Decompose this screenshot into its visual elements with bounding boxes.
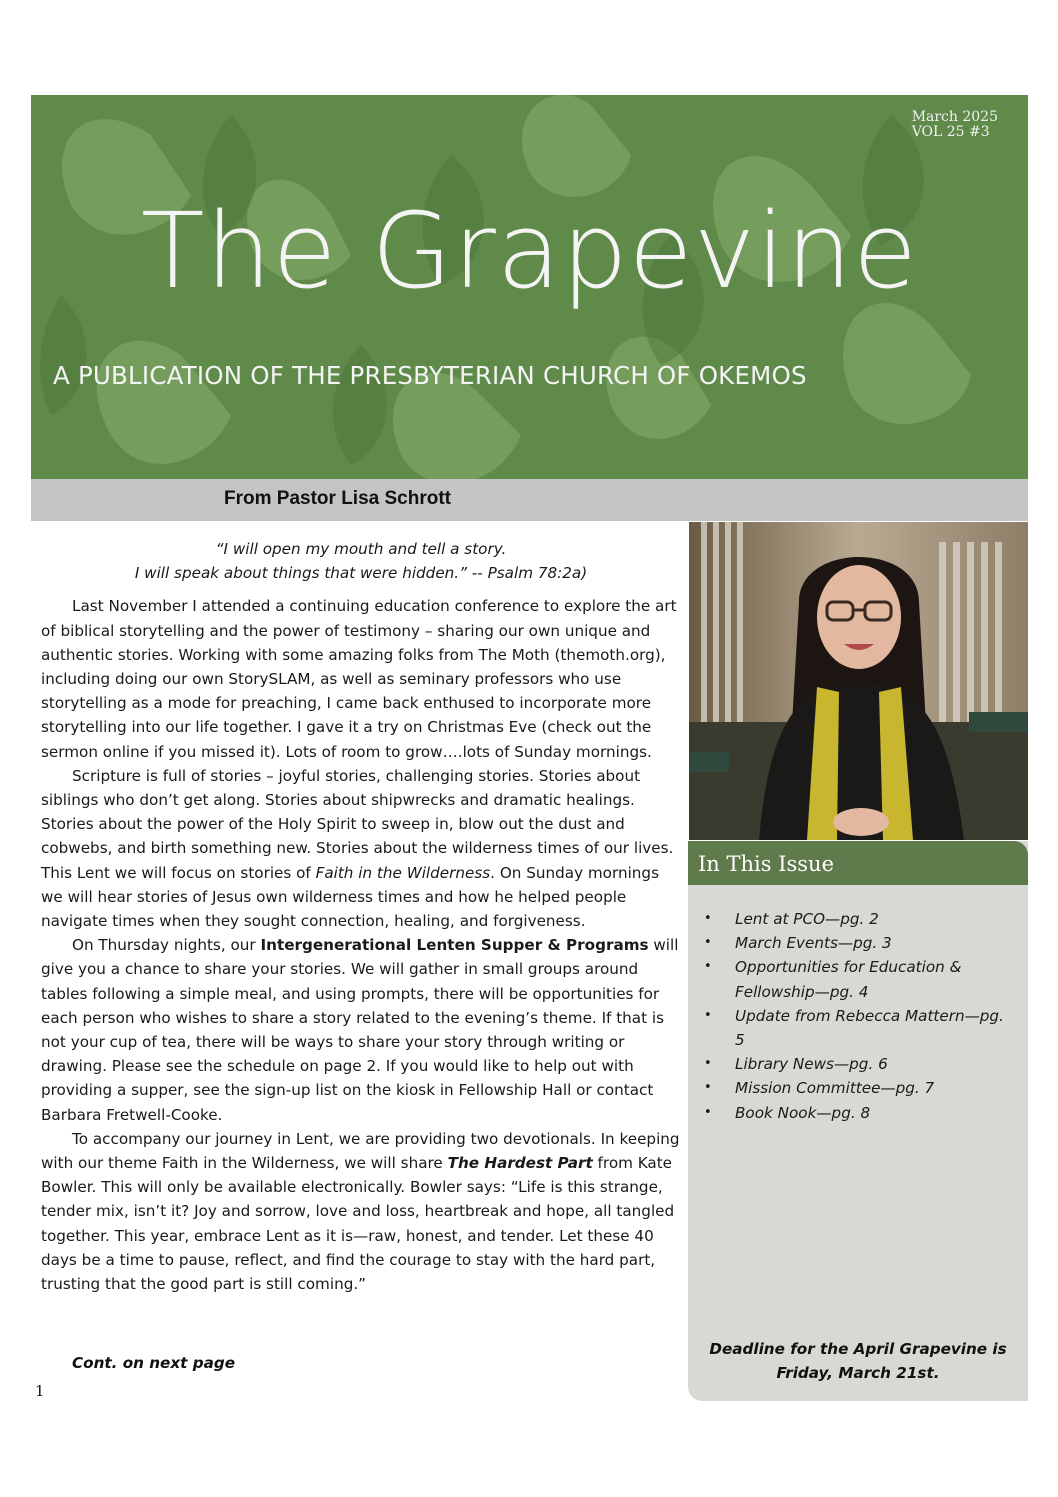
list-item bbox=[704, 1052, 1007, 1076]
article-paragraph-2 bbox=[41, 764, 681, 933]
list-item bbox=[704, 907, 1007, 931]
paragraph-2-text-b: . On Sunday mornings we will hear stories of Jesus own wilderness times and how he helped people navigate times when they sought connection, healing, and forgiveness. bbox=[41, 863, 659, 931]
bullet-icon: • bbox=[704, 1104, 712, 1120]
list-item bbox=[704, 1004, 1007, 1052]
pastor-article bbox=[41, 537, 681, 1296]
article-paragraph-4 bbox=[41, 1127, 681, 1296]
list-item-text: March Events—pg. 3 bbox=[735, 934, 892, 953]
list-item bbox=[704, 1076, 1007, 1100]
list-item-text: Library News—pg. 6 bbox=[735, 1055, 888, 1074]
bullet-icon: • bbox=[704, 1056, 712, 1072]
newsletter-subtitle: A PUBLICATION OF THE PRESBYTERIAN CHURCH OF OKEMOS bbox=[53, 361, 807, 390]
paragraph-4-text-a: To accompany our journey in Lent, we are providing two devotionals. In keeping with our theme Faith in the Wilderness, we will share bbox=[41, 1129, 680, 1173]
pastor-photo bbox=[689, 522, 1028, 840]
hardest-part-title: The Hardest Part bbox=[447, 1154, 593, 1173]
list-item-text: Update from Rebecca Mattern—pg. 5 bbox=[735, 1006, 1004, 1050]
lenten-supper-emphasis: Intergenerational Lenten Supper & Programs bbox=[260, 936, 649, 955]
newsletter-title: The Grapevine bbox=[141, 190, 918, 312]
article-paragraph-3 bbox=[41, 933, 681, 1127]
article-paragraph-1: Last November I attended a continuing education conference to explore the art of biblical storytelling and the power of testimony – sharing our own unique and authentic stories. Working with some amazing folks from The Moth (themoth.org), including doing our own StorySLAM, as well as seminary professors who use storytelling as a mode for preaching, I came back enthused to incorporate more storytelling into our life together. I gave it a try on Christmas Eve (check out the sermon online if you missed it). Lots of room to grow….lots of Sunday mornings. bbox=[41, 597, 677, 761]
page-number: 1 bbox=[35, 1382, 45, 1400]
deadline-line-1: Deadline for the April Grapevine is bbox=[709, 1340, 1007, 1358]
in-this-issue-list bbox=[688, 907, 1028, 1125]
bullet-icon: • bbox=[704, 911, 712, 926]
issue-info bbox=[912, 110, 998, 140]
scripture-quote bbox=[41, 537, 681, 585]
quote-line-2: I will speak about things that were hidden.” -- Psalm 78:2a) bbox=[134, 564, 588, 583]
list-item bbox=[704, 931, 1007, 955]
issue-volume: VOL 25 #3 bbox=[911, 124, 990, 140]
in-this-issue-header: In This Issue bbox=[688, 841, 1028, 885]
paragraph-2-text-a: Scripture is full of stories – joyful stories, challenging stories. Stories about siblings who don’t get along. Stories about shipwrecks and dramatic healings. Stories about the power of the Holy Spirit to sweep in, blow out the dust and cobwebs, and birth something new. Stories about the wilderness times of our lives. This Lent we will focus on stories of bbox=[41, 766, 674, 882]
list-item-text: Opportunities for Education & Fellowship—pg. 4 bbox=[735, 958, 962, 1001]
section-header-bar bbox=[31, 479, 1028, 521]
in-this-issue-box bbox=[688, 841, 1028, 1401]
paragraph-3-text-a: On Thursday nights, our bbox=[72, 936, 261, 955]
bullet-icon: • bbox=[704, 1007, 712, 1023]
paragraph-3-text-b: will give you a chance to share your stories. We will gather in small groups around tables following a simple meal, and using prompts, there will be opportunities for each person who wishes to share a story related to the evening’s theme. If that is not your cup of tea, there will be ways to share your story through writing or drawing. Please see the schedule on page 2. If you would like to help out with providing a supper, see the sign-up list on the kiosk in Fellowship Hall or contact Barbara Fretwell-Cooke. bbox=[41, 936, 679, 1124]
list-item-text: Book Nook—pg. 8 bbox=[735, 1103, 871, 1122]
deadline-notice bbox=[688, 1337, 1028, 1385]
deadline-line-2: Friday, March 21st. bbox=[776, 1364, 940, 1382]
bullet-icon: • bbox=[704, 959, 712, 975]
issue-date: March 2025 bbox=[911, 109, 998, 125]
paragraph-4-text-b: from Kate Bowler. This will only be available electronically. Bowler says: “Life is this strange, tender mix, isn’t it? Joy and sorrow, love and loss, heartbreak and hope, all tangled together. This year, embrace Lent as it is—raw, honest, and tender. Let these 40 days be a time to pause, reflect, and find the courage to stay with the hard part, trusting that the good part is still coming.” bbox=[41, 1154, 675, 1294]
faith-in-wilderness-emphasis: Faith in the Wilderness bbox=[315, 863, 491, 882]
list-item bbox=[704, 955, 1007, 1003]
bullet-icon: • bbox=[704, 1080, 712, 1096]
list-item-text: Mission Committee—pg. 7 bbox=[735, 1079, 935, 1098]
quote-line-1: “I will open my mouth and tell a story. bbox=[215, 540, 507, 558]
list-item bbox=[704, 1101, 1007, 1125]
pastor-portrait-image bbox=[689, 522, 1028, 840]
masthead-banner bbox=[31, 95, 1028, 479]
continued-notice: Cont. on next page bbox=[72, 1354, 235, 1372]
list-item-text: Lent at PCO—pg. 2 bbox=[735, 910, 879, 928]
bullet-icon: • bbox=[704, 935, 712, 951]
section-title: From Pastor Lisa Schrott bbox=[224, 488, 451, 509]
